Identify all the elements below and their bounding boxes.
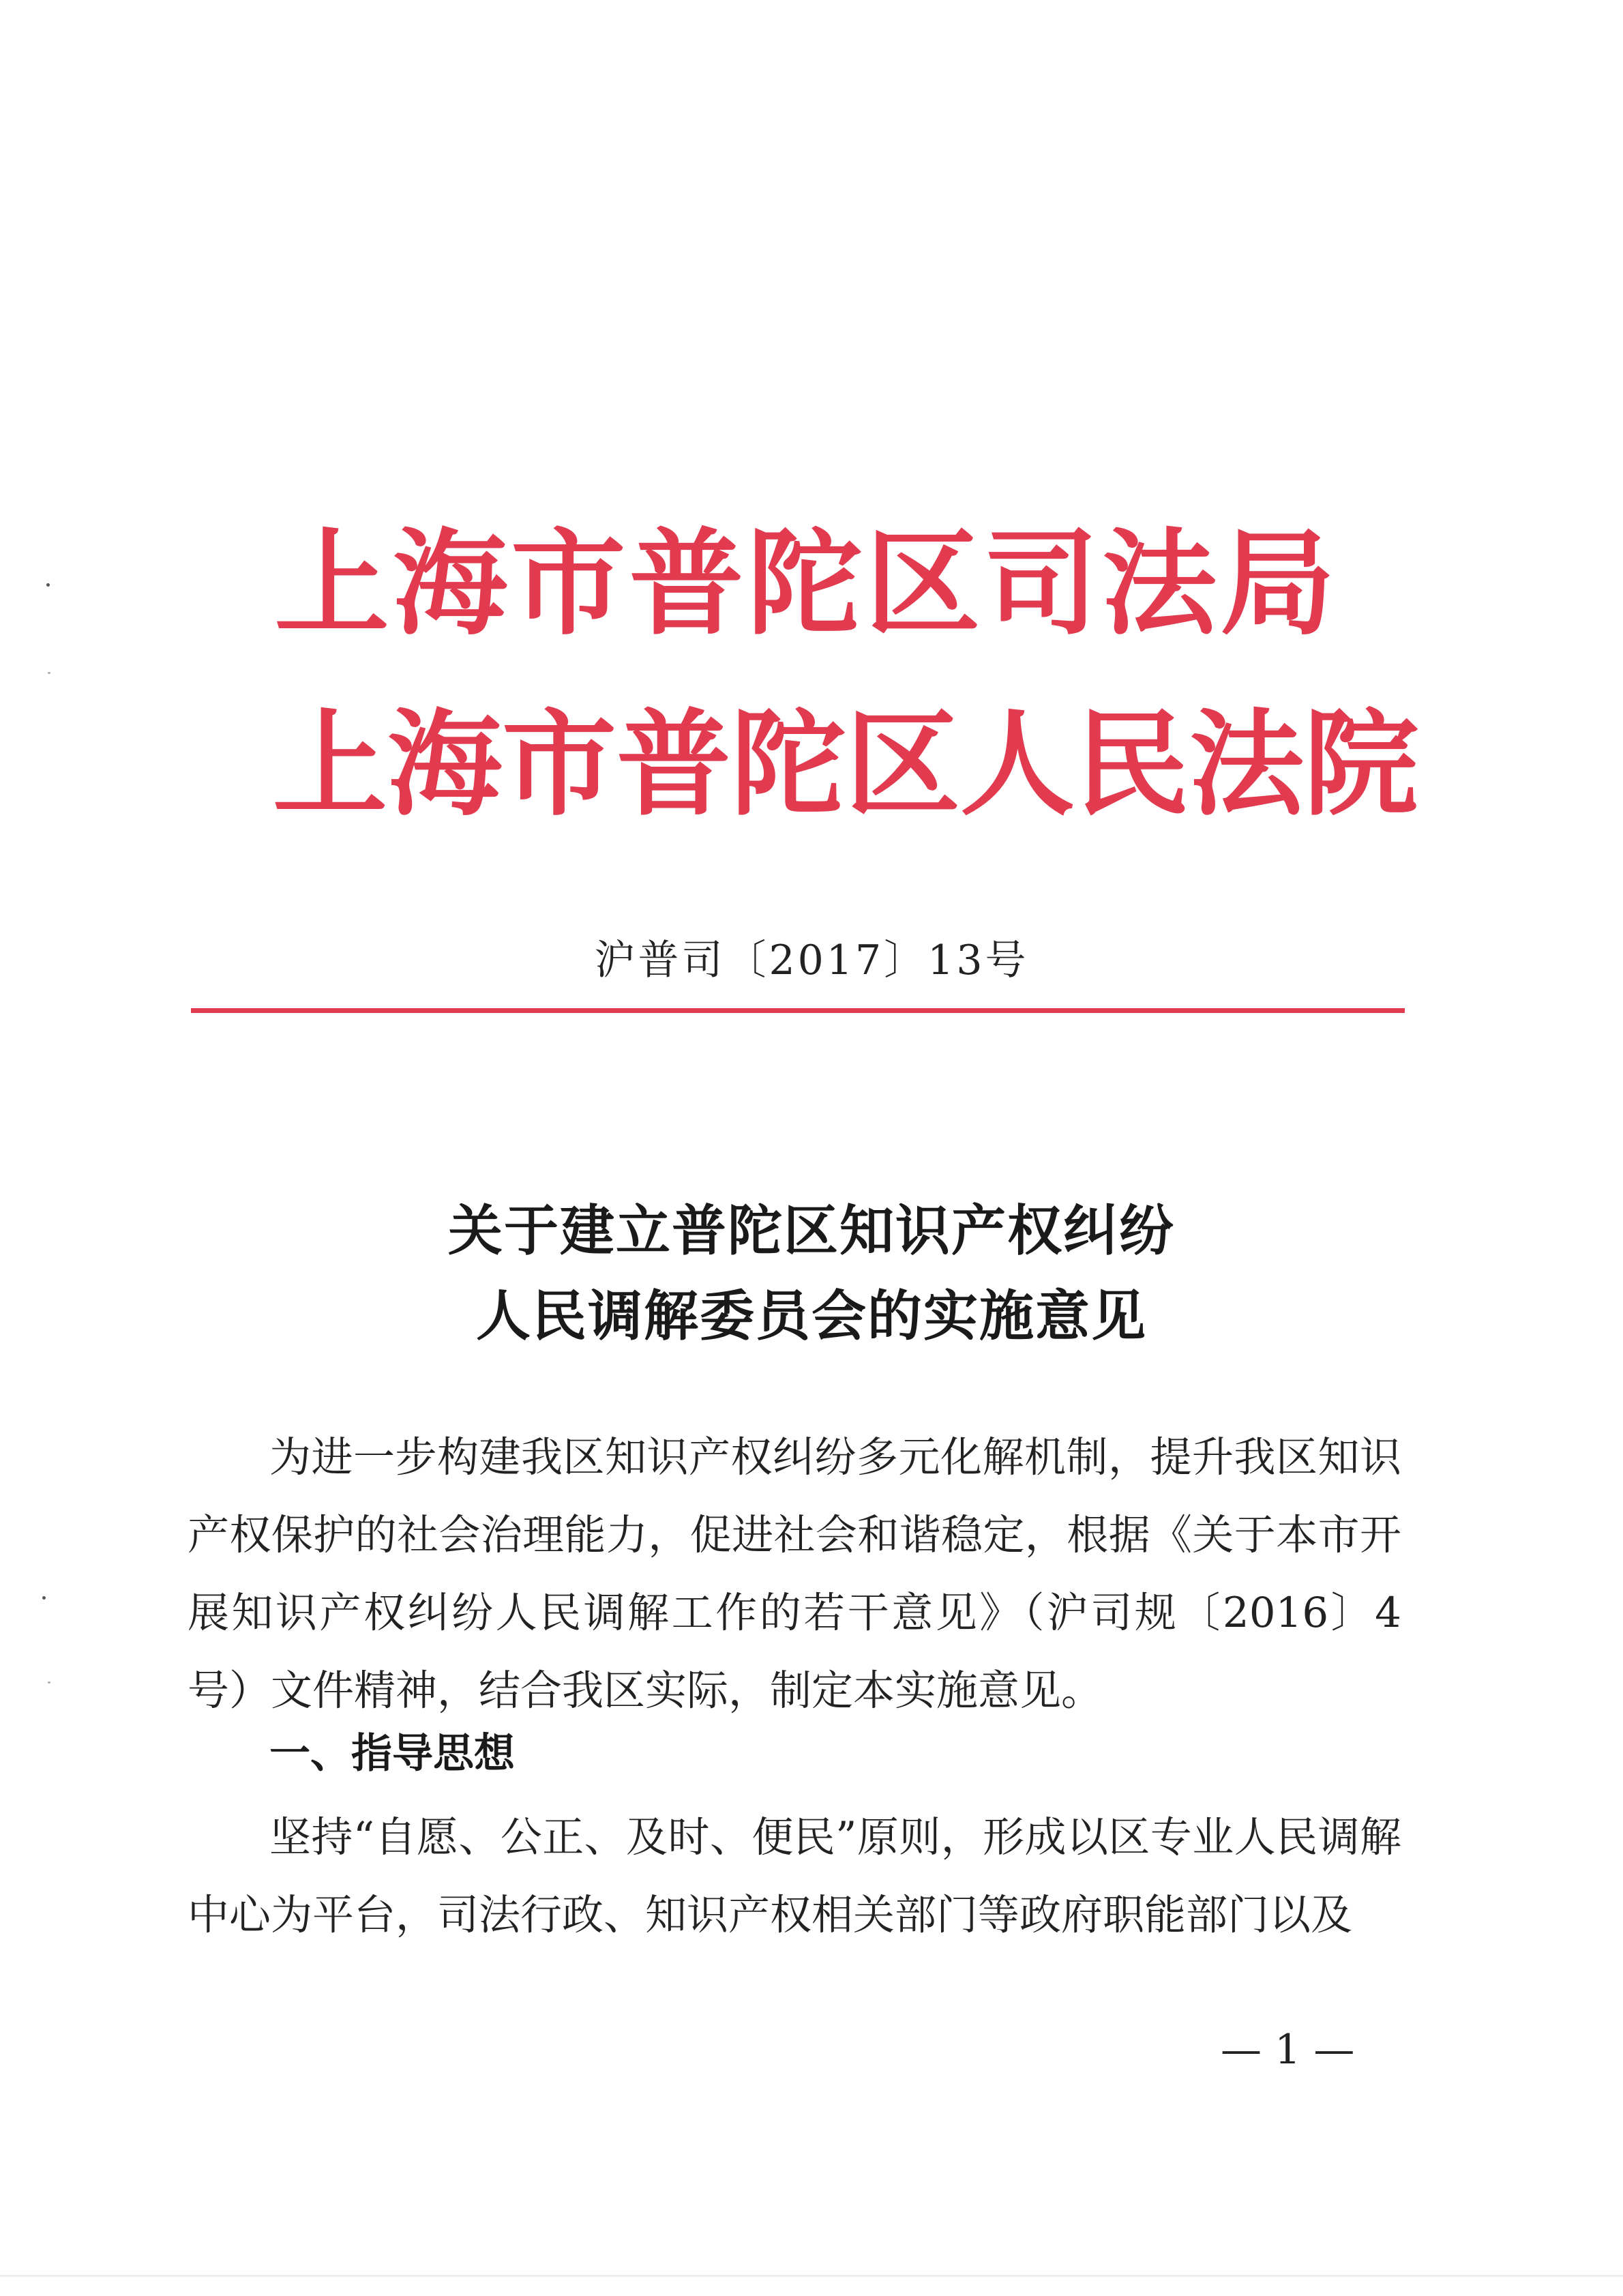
issuer-char: 陀 <box>731 696 846 831</box>
issuer-char: 区 <box>846 696 960 831</box>
issuer-char: 海 <box>387 696 502 831</box>
issuer-char: 法 <box>1101 516 1217 651</box>
scan-speck <box>48 672 50 674</box>
scan-speck <box>48 1681 50 1683</box>
body-paragraph <box>188 1419 1401 1730</box>
issuer-char: 区 <box>865 516 981 651</box>
issuer-peoples-court <box>273 696 1418 831</box>
issuer-char: 普 <box>616 696 731 831</box>
scan-speck <box>46 583 50 587</box>
paragraph-text: 坚持“自愿、公正、及时、便民”原则，形成以区专业人民调解中心为平台，司法行政、知识产权相关部门等政府职能部门以及 <box>188 1813 1401 1939</box>
issuer-char: 司 <box>983 516 1099 651</box>
paragraph-text: 为进一步构建我区知识产权纠纷多元化解机制，提升我区知识产权保护的社会治理能力，促进社会和谐稳定，根据《关于本市开展知识产权纠纷人民调解工作的若干意见》（沪司规〔2016〕4号）文件精神，结合我区实际，制定本实施意见。 <box>188 1433 1401 1715</box>
scan-speck <box>42 1596 46 1600</box>
issuer-char: 市 <box>502 696 616 831</box>
document-number: 沪普司〔2017〕13号 <box>594 937 1029 984</box>
body-paragraph <box>188 1799 1401 1954</box>
red-divider <box>191 1008 1405 1013</box>
issuer-char: 陀 <box>747 516 862 651</box>
issuer-char: 普 <box>629 516 744 651</box>
issuer-char: 院 <box>1304 696 1418 831</box>
issuer-judicial-bureau <box>273 516 1337 651</box>
issuer-char: 上 <box>274 516 389 651</box>
issuer-char: 市 <box>511 516 626 651</box>
document-title-line-1: 关于建立普陀区知识产权纠纷 <box>448 1199 1175 1263</box>
document-title-line-2: 人民调解委员会的实施意见 <box>476 1284 1147 1348</box>
issuer-char: 民 <box>1075 696 1189 831</box>
issuer-char: 法 <box>1189 696 1304 831</box>
section-heading: 一、指导思想 <box>269 1730 515 1778</box>
scan-bottom-edge <box>0 2275 1623 2277</box>
page-number: — 1 — <box>1221 2026 1355 2074</box>
issuer-char: 海 <box>392 516 507 651</box>
issuer-char: 人 <box>960 696 1075 831</box>
issuer-char: 上 <box>273 696 387 831</box>
issuer-char: 局 <box>1220 516 1335 651</box>
